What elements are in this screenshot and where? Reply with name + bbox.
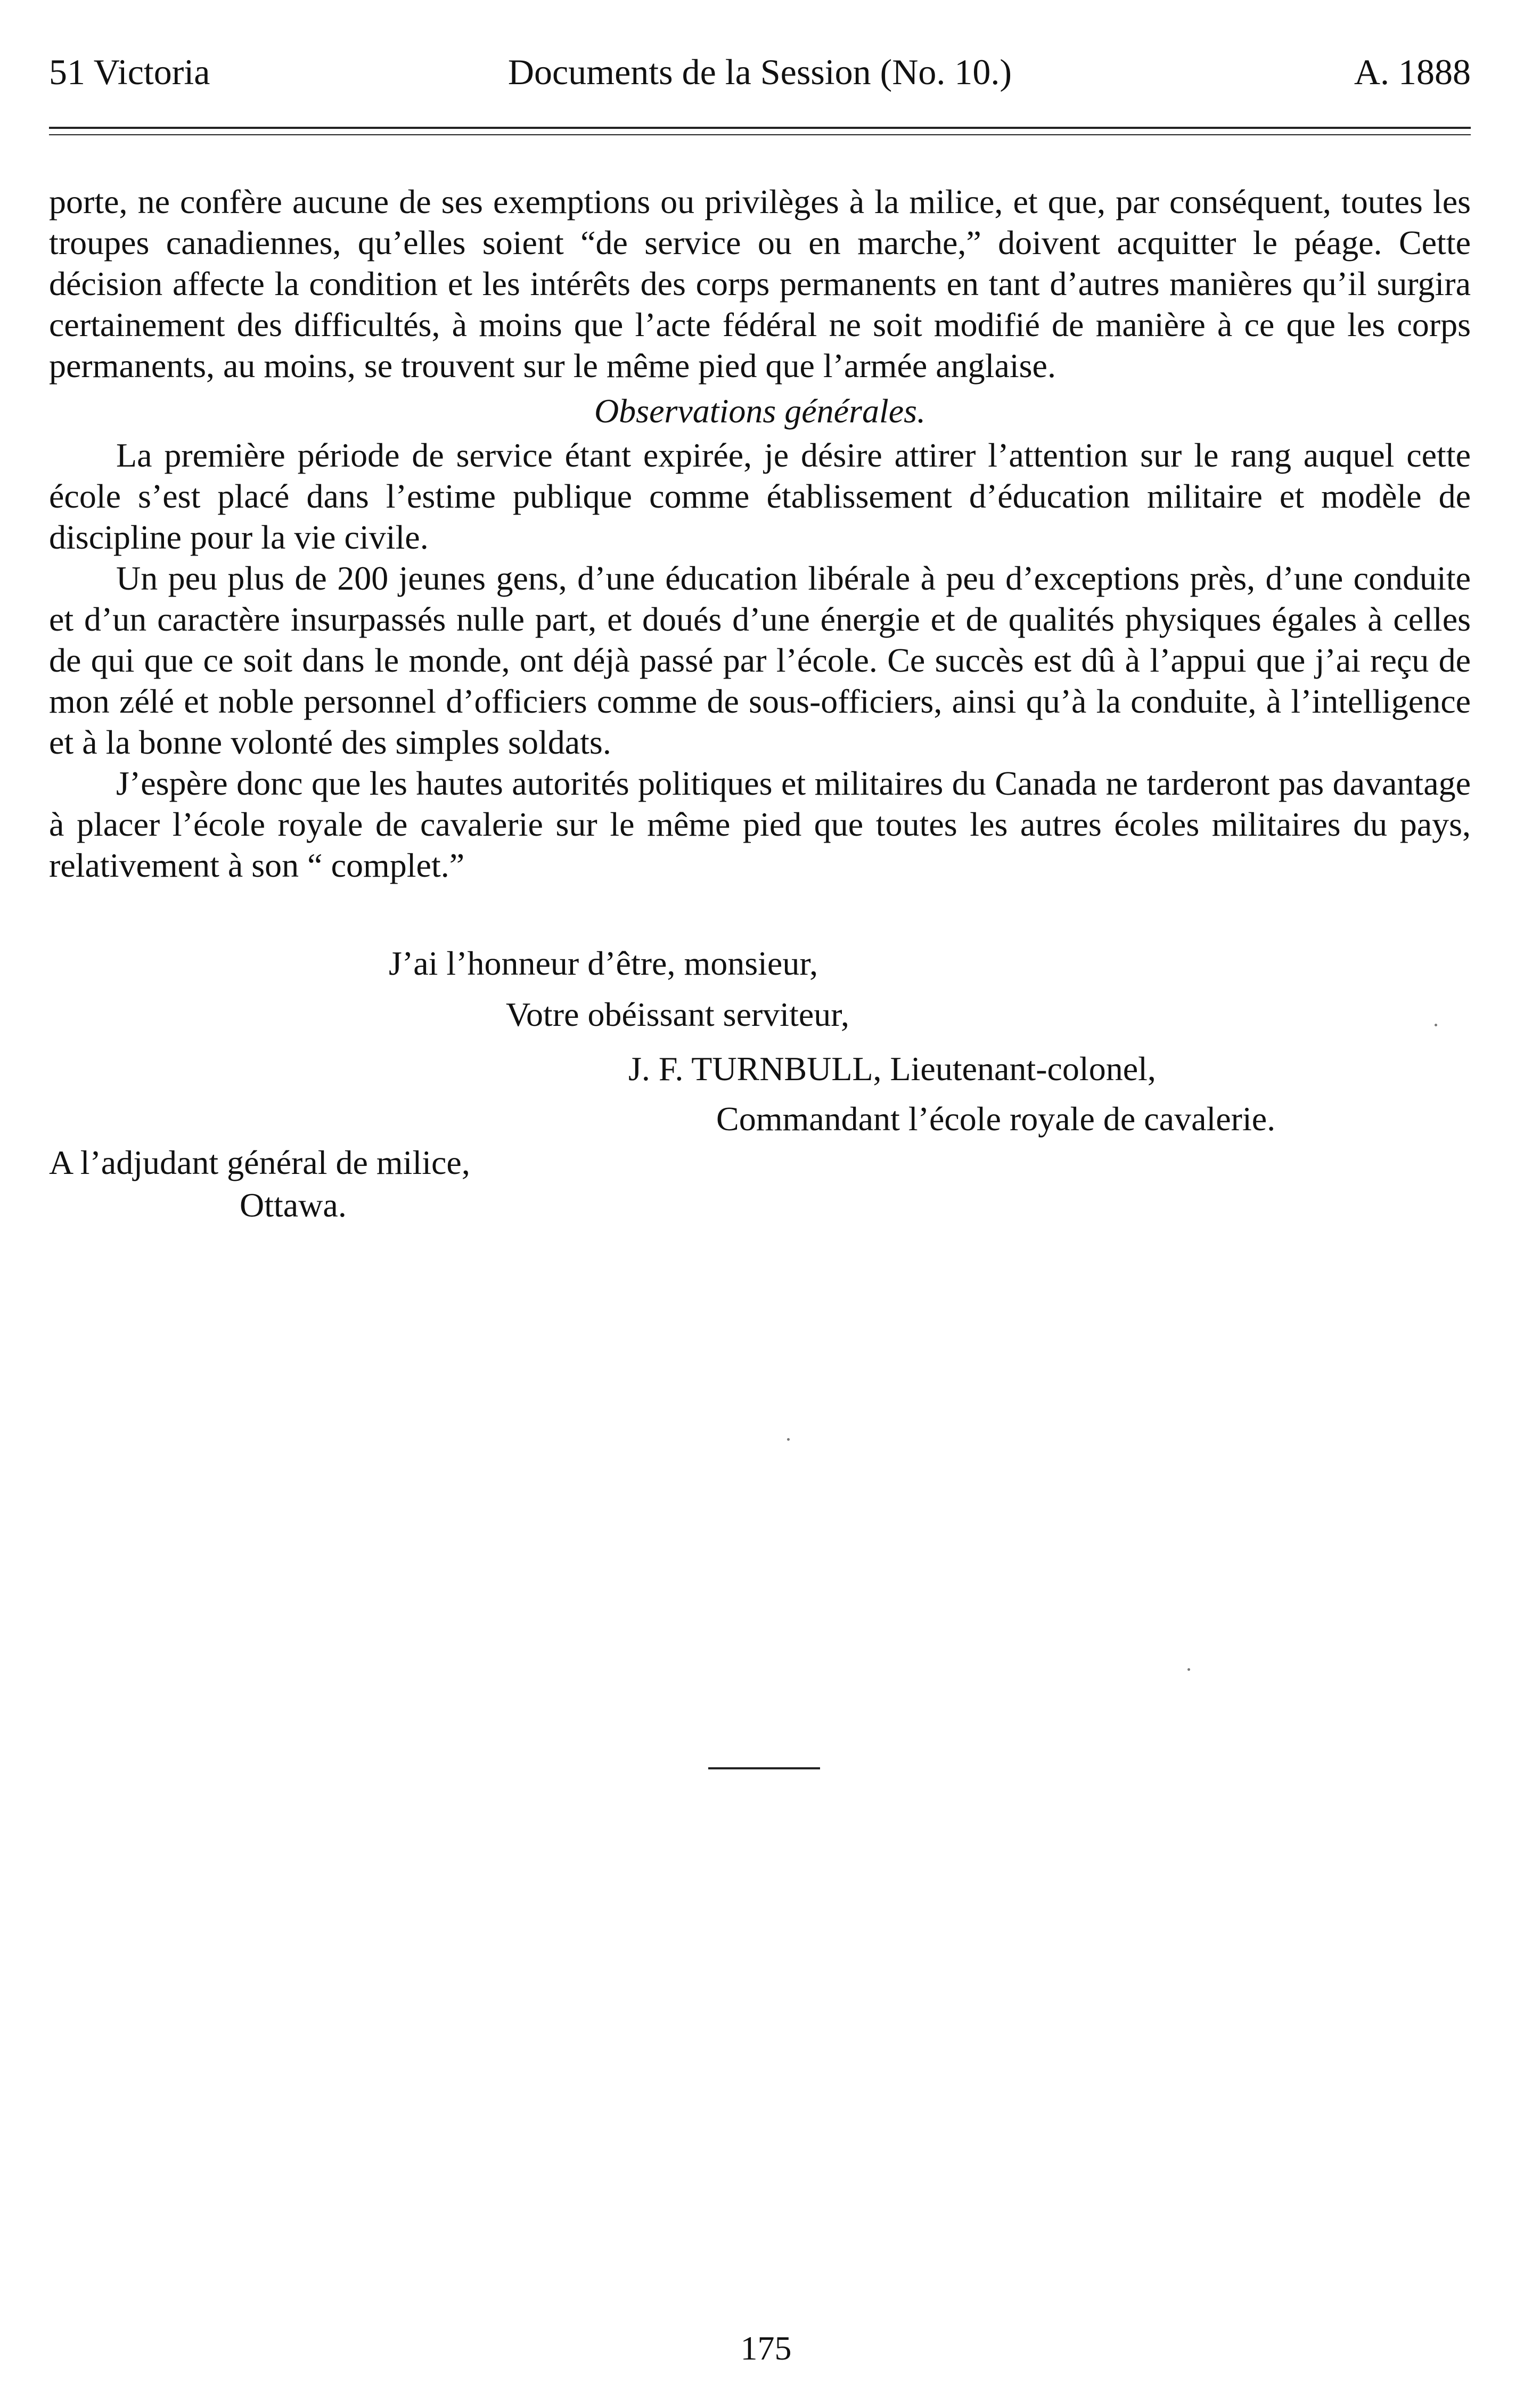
paragraph-2: La première période de service étant expirée, je désire attirer l’attention sur le rang auquel cette école s’est placé dans l’estime publique comme établissement d’éducation militaire et modèle de discipline pour la vie civile.: [49, 436, 1471, 556]
header-center: Documents de la Session (No. 10.): [507, 52, 1012, 92]
closing-line-1: J’ai l’honneur d’être, monsieur,: [389, 944, 818, 982]
running-head: [49, 43, 1471, 101]
page-number: 175: [740, 2329, 792, 2367]
end-rule: [708, 1767, 820, 1769]
print-speck: [1187, 1668, 1190, 1671]
signature-line: J. F. TURNBULL, Lieutenant-colonel,: [628, 1050, 1156, 1088]
paragraph-1: porte, ne confère aucune de ses exemptions ou privilèges à la milice, et que, par conséquent, toutes les troupes canadiennes, qu’elles soient “de service ou en marche,” doivent acquitter le péage. Cette décision affecte la condition et les intérêts des corps permanents en tant d’autres manières qu’il surgira certainement des difficultés, à moins que l’acte fédéral ne soit modifié de manière à ce que les corps permanents, au moins, se trouvent sur le même pied que l’armée anglaise.: [49, 183, 1471, 385]
header-right: A. 1888: [1354, 52, 1471, 92]
section-heading: Observations générales.: [594, 392, 926, 430]
header-left: 51 Victoria: [49, 52, 210, 92]
header-rule-top: [49, 127, 1471, 129]
signature-title: Commandant l’école royale de cavalerie.: [716, 1100, 1276, 1138]
paragraph-3: Un peu plus de 200 jeunes gens, d’une éducation libérale à peu d’exceptions près, d’une conduite et d’un caractère insurpassés nulle part, et doués d’une énergie et de qualités physiques égales à celles de qui que ce soit dans le monde, ont déjà passé par l’école. Ce succès est dû à l’appui que j’ai reçu de mon zélé et noble personnel d’officiers comme de sous-officiers, ainsi qu’à la conduite, à l’intelligence et à la bonne volonté des simples soldats.: [49, 559, 1471, 761]
paragraph-4: J’espère donc que les hautes autorités politiques et militaires du Canada ne tarderont pas davantage à placer l’école royale de cavalerie sur le même pied que toutes les autres écoles militaires du pays, relativement à son “ complet.”: [49, 764, 1471, 884]
print-speck: [1435, 1024, 1437, 1026]
letter-body: [49, 181, 1471, 886]
recipient-line-2: Ottawa.: [240, 1186, 347, 1224]
recipient-line-1: A l’adjudant général de milice,: [49, 1144, 470, 1181]
header-rule-bottom: [49, 134, 1471, 135]
closing-line-2: Votre obéissant serviteur,: [506, 995, 849, 1033]
print-speck: [787, 1438, 790, 1441]
